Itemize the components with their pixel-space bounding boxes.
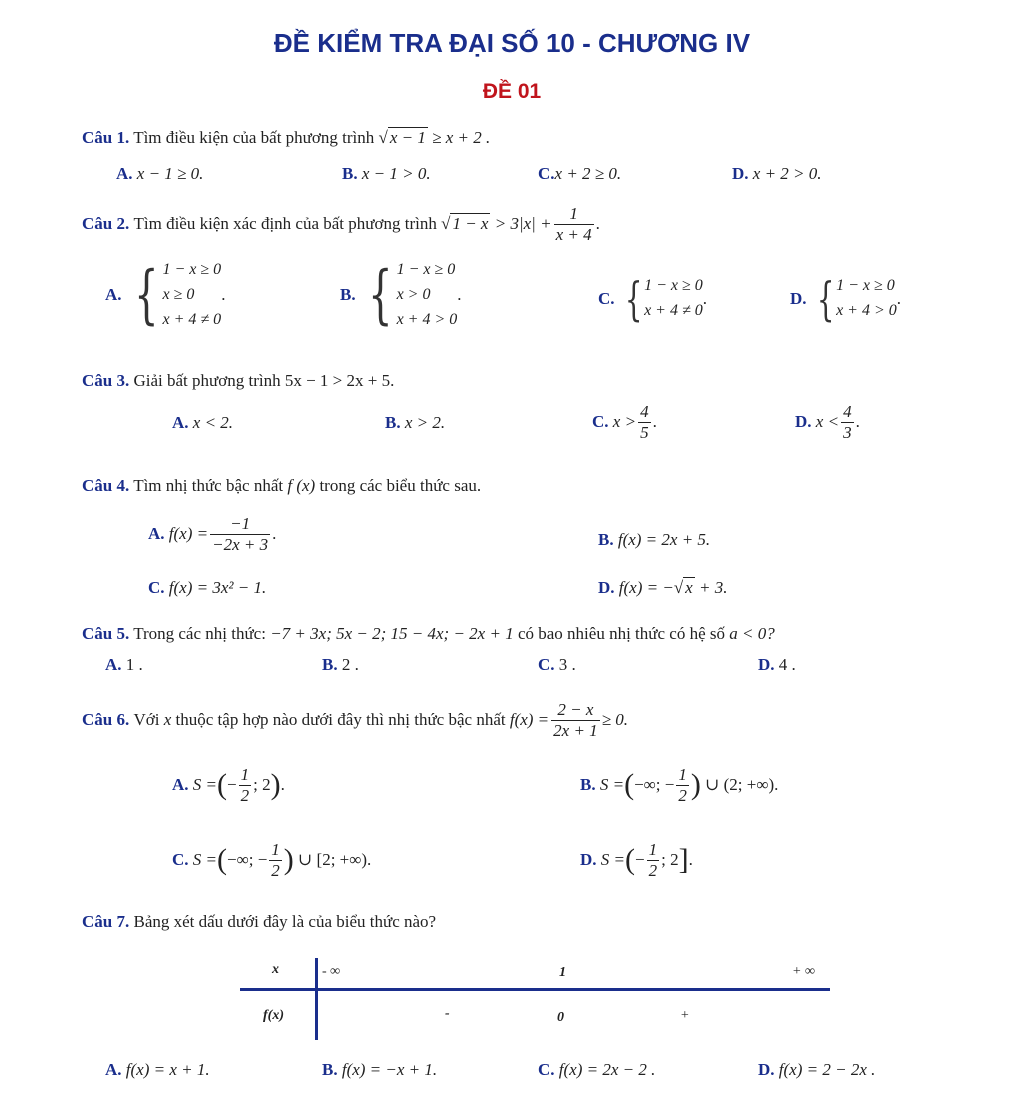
q2-option-c[interactable]: C. { 1 − x ≥ 0 x + 4 ≠ 0 .: [598, 271, 707, 326]
question-label: Câu 1.: [82, 128, 130, 147]
q2-option-a[interactable]: A. { 1 − x ≥ 0 x ≥ 0 x + 4 ≠ 0 .: [105, 258, 226, 333]
question-label: Câu 3.: [82, 371, 130, 390]
question-label: Câu 5.: [82, 624, 130, 643]
q2-option-b[interactable]: B. { 1 − x ≥ 0 x > 0 x + 4 > 0 .: [340, 258, 462, 333]
question-4: Câu 4. Tìm nhị thức bậc nhất f (x) trong các biểu thức sau.: [82, 476, 482, 495]
q4-option-d[interactable]: D. f(x) = −√ x + 3.: [598, 578, 728, 597]
table-horizontal-line: [240, 988, 830, 991]
table-root: 1: [559, 965, 566, 980]
table-x-label: x: [272, 962, 279, 977]
table-zero: 0: [557, 1010, 564, 1025]
q4-option-b[interactable]: B. f(x) = 2x + 5.: [598, 530, 711, 549]
q5-option-b[interactable]: B. 2 .: [322, 655, 359, 674]
q6-option-d[interactable]: D. S = ( − $\frac{1}{2}$ ; 2 ] .: [580, 840, 693, 880]
q3-option-d[interactable]: D. x < $\frac{4}{3}$ .: [795, 402, 860, 442]
q7-option-a[interactable]: A. f(x) = x + 1.: [105, 1060, 210, 1079]
q1-option-b[interactable]: B. x − 1 > 0.: [342, 164, 431, 183]
question-5: Câu 5. Trong các nhị thức: −7 + 3x; 5x − 2; 15 − 4x; − 2x + 1 có bao nhiêu nhị thức có hệ số a < 0?: [82, 624, 775, 643]
q5-option-d[interactable]: D. 4 .: [758, 655, 796, 674]
table-sign-left: -: [445, 1006, 450, 1021]
q1-option-a[interactable]: A. x − 1 ≥ 0.: [116, 164, 204, 183]
table-pos-inf: + ∞: [792, 964, 815, 979]
question-label: Câu 7.: [82, 912, 130, 931]
exam-code: ĐỀ 01: [482, 80, 542, 103]
question-text: Giải bất phương trình: [133, 371, 281, 390]
q1-option-c[interactable]: C.x + 2 ≥ 0.: [538, 164, 622, 183]
fraction: $\frac{1}{x + 4}$: [555, 204, 592, 244]
q3-option-b[interactable]: B. x > 2.: [385, 413, 446, 432]
q6-option-c[interactable]: C. S = ( −∞; − $\frac{1}{2}$ ) ∪ [2; +∞).: [172, 840, 372, 880]
question-6: Câu 6. Với x thuộc tập hợp nào dưới đây thì nhị thức bậc nhất f(x) = $\frac{2 - x}{2x + 1}$ ≥ 0.: [82, 700, 629, 740]
q4-option-c[interactable]: C. f(x) = 3x² − 1.: [148, 578, 267, 597]
q2-option-d[interactable]: D. { 1 − x ≥ 0 x + 4 > 0 .: [790, 271, 902, 326]
sqrt-expression: √ x − 1: [378, 128, 426, 147]
question-text: Tìm điều kiện xác định của bất phương trình: [133, 214, 437, 234]
table-vertical-line: [315, 958, 318, 1040]
q6-option-b[interactable]: B. S = ( −∞; − $\frac{1}{2}$ ) ∪ (2; +∞).: [580, 765, 779, 805]
question-7: Câu 7. Bảng xét dấu dưới đây là của biểu thức nào?: [82, 912, 437, 931]
sqrt-expression: √ 1 − x: [441, 214, 489, 234]
question-label: Câu 6.: [82, 710, 130, 730]
q3-option-c[interactable]: C. x > $\frac{4}{5}$ .: [592, 402, 657, 442]
table-neg-inf: - ∞: [322, 964, 341, 979]
page-title: ĐỀ KIỂM TRA ĐẠI SỐ 10 - CHƯƠNG IV: [273, 28, 751, 58]
q4-option-a[interactable]: A. f(x) = $\frac{-1}{-2x + 3}$ .: [148, 514, 277, 554]
question-1: Câu 1. Tìm điều kiện của bất phương trình √ x − 1 ≥ x + 2 .: [82, 128, 491, 147]
q1-option-d[interactable]: D. x + 2 > 0.: [732, 164, 822, 183]
q3-option-a[interactable]: A. x < 2.: [172, 413, 234, 432]
table-sign-right: +: [680, 1008, 690, 1023]
question-2: Câu 2. Tìm điều kiện xác định của bất phương trình √ 1 − x > 3|x| + $\frac{1}{x + 4}$ .: [82, 204, 600, 244]
q7-option-d[interactable]: D. f(x) = 2 − 2x .: [758, 1060, 876, 1079]
q5-option-c[interactable]: C. 3 .: [538, 655, 576, 674]
question-label: Câu 2.: [82, 214, 130, 234]
q7-option-c[interactable]: C. f(x) = 2x − 2 .: [538, 1060, 656, 1079]
question-text: Tìm điều kiện của bất phương trình: [133, 128, 375, 147]
question-3: Câu 3. Giải bất phương trình 5x − 1 > 2x + 5.: [82, 371, 395, 390]
q6-option-a[interactable]: A. S = ( − $\frac{1}{2}$ ; 2 ) .: [172, 765, 285, 805]
question-label: Câu 4.: [82, 476, 130, 495]
q7-option-b[interactable]: B. f(x) = −x + 1.: [322, 1060, 438, 1079]
table-fx-label: f(x): [263, 1008, 284, 1023]
q5-option-a[interactable]: A. 1 .: [105, 655, 143, 674]
